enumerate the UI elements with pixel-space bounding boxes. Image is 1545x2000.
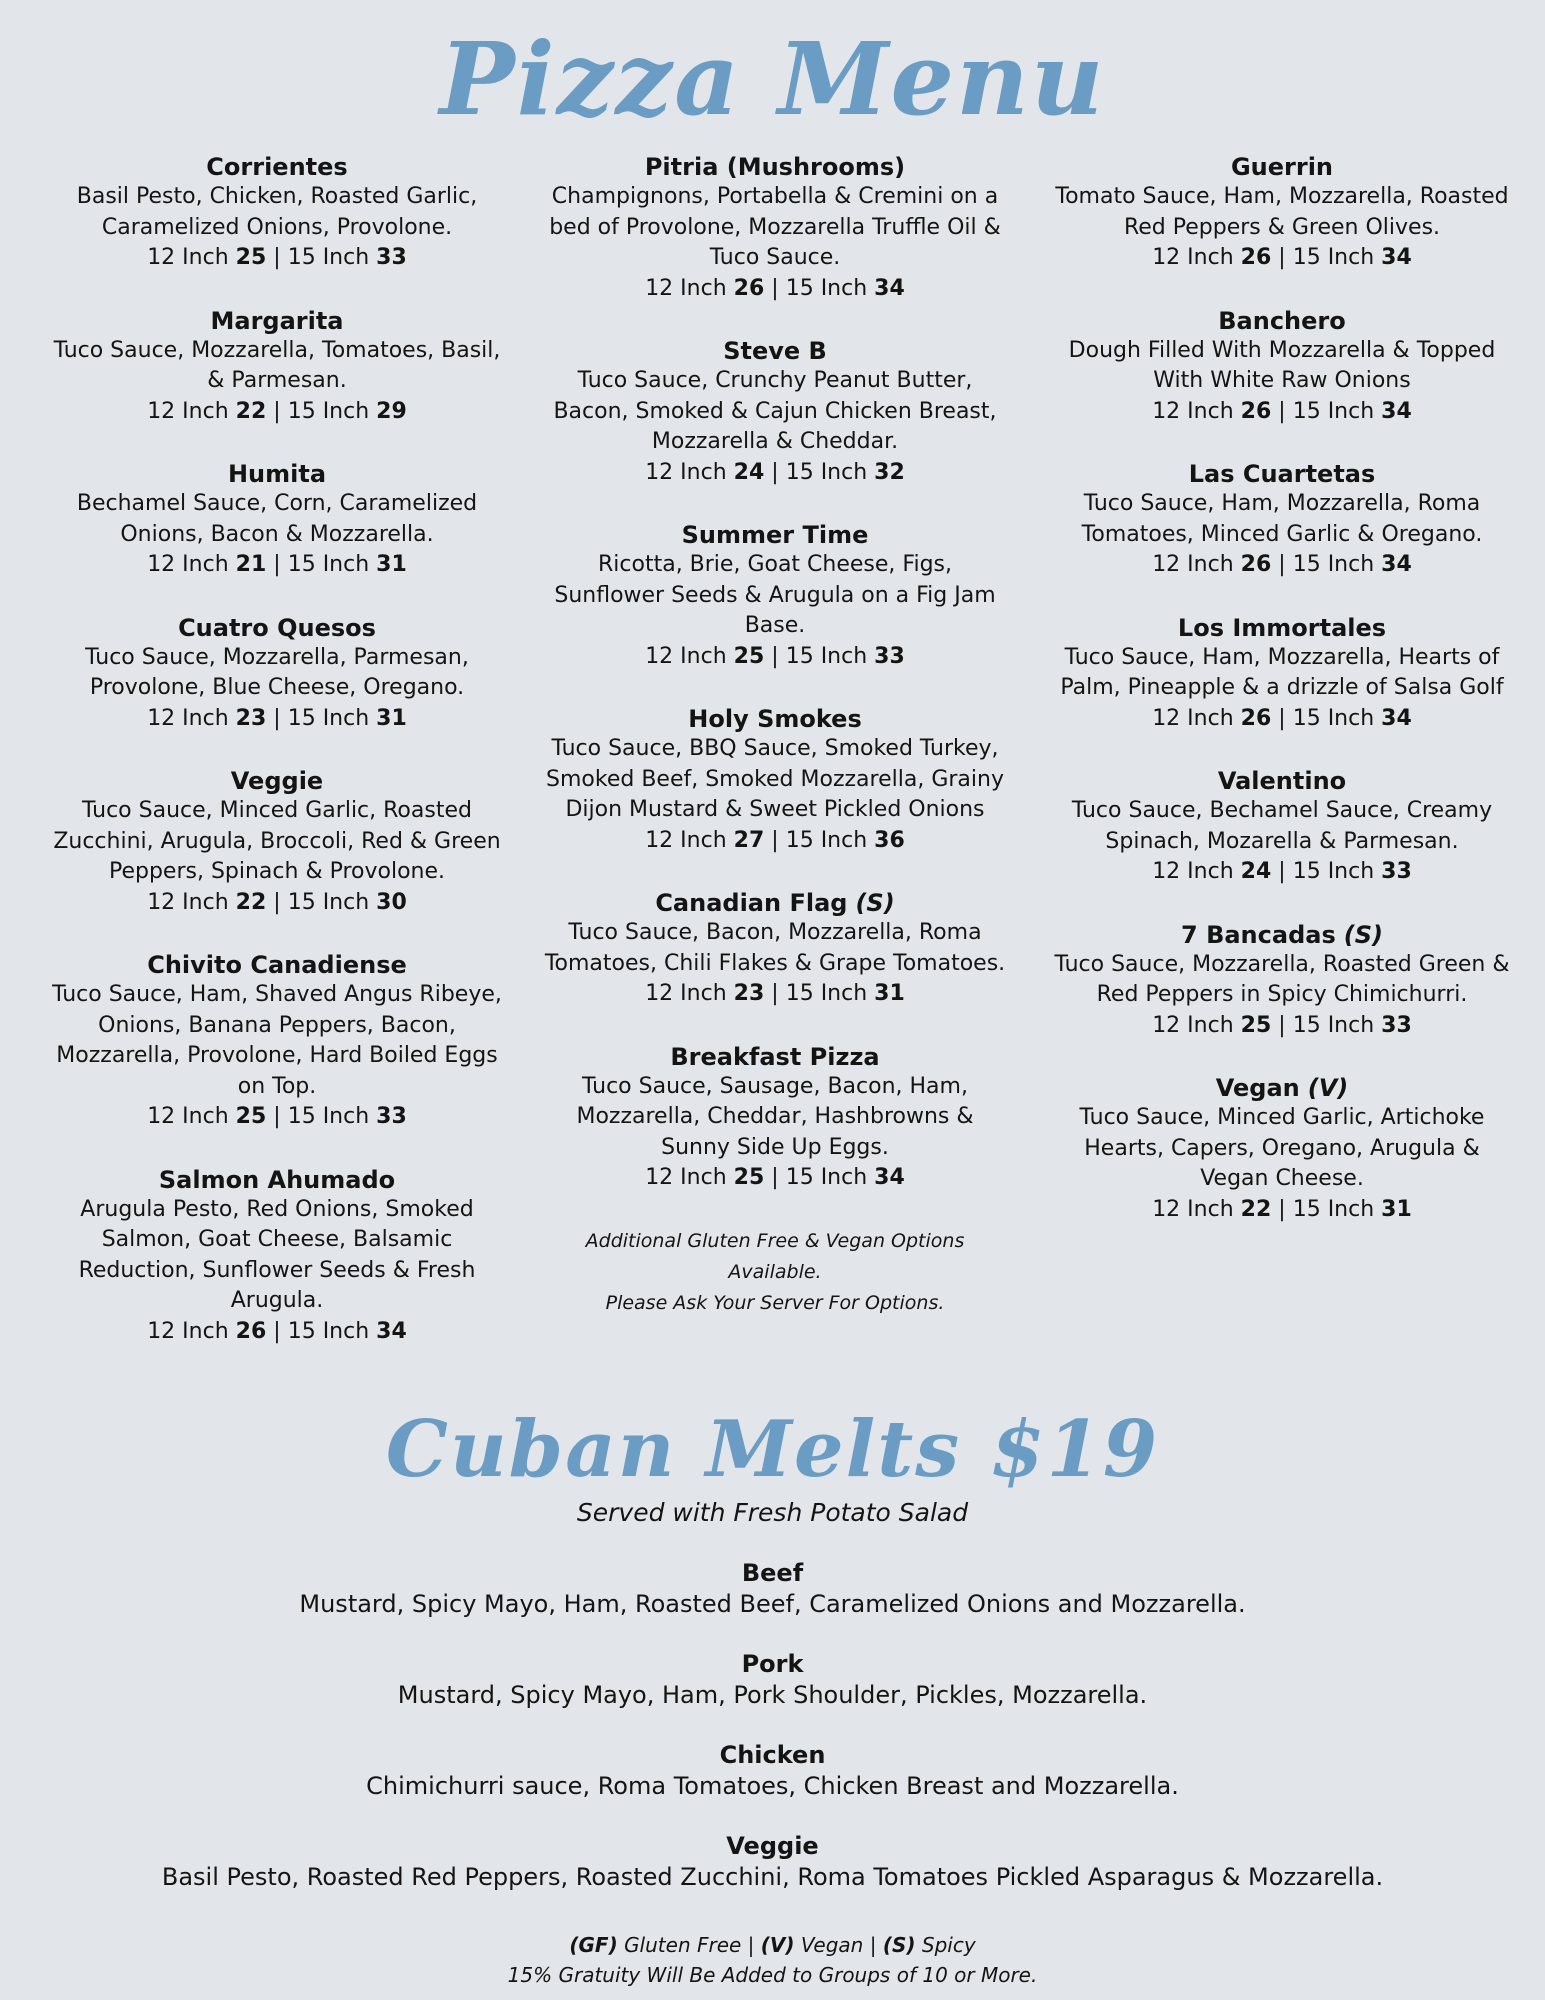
- menu-item: [540, 704, 1010, 856]
- price-12-inch: 25: [1240, 1012, 1272, 1038]
- price-12-inch: 24: [733, 459, 765, 485]
- size-15-label: 15 Inch: [785, 275, 868, 301]
- menu-item-name: Margarita: [210, 306, 344, 335]
- size-15-label: 15 Inch: [1292, 245, 1375, 270]
- menu-item-description: Champignons, Portabella & Cremini on a bed of Provolone, Mozzarella Truffle Oil & Tuco Sauce.: [549, 184, 1001, 270]
- size-15-label: 15 Inch: [785, 1165, 868, 1190]
- menu-item: [1047, 152, 1517, 274]
- size-15-label: 15 Inch: [287, 1104, 370, 1129]
- menu-item-name: Los Immortales: [1177, 613, 1387, 642]
- menu-item: [1047, 920, 1517, 1042]
- menu-item: [540, 336, 1010, 488]
- price-15-inch: 34: [376, 1318, 407, 1344]
- price-separator: |: [771, 643, 779, 669]
- menu-item-description: Tuco Sauce, BBQ Sauce, Smoked Turkey, Smoked Beef, Smoked Mozzarella, Grainy Dijon Mustard & Sweet Pickled Onions: [546, 736, 1004, 822]
- price-15-inch: 33: [1381, 1012, 1412, 1038]
- menu-item: [1047, 459, 1517, 581]
- price-15-inch: 33: [376, 1104, 407, 1129]
- menu-column-right: [1047, 152, 1517, 1257]
- price-15-inch: 29: [376, 398, 407, 424]
- price-15-inch: 32: [874, 459, 905, 485]
- price-separator: |: [771, 827, 779, 853]
- menu-item-name-row: [540, 1042, 1010, 1072]
- menu-item-price: [1047, 550, 1517, 581]
- menu-item: [42, 1165, 512, 1348]
- price-separator: |: [273, 552, 281, 577]
- size-12-label: 12 Inch: [147, 245, 229, 270]
- price-12-inch: 25: [235, 1104, 267, 1129]
- size-12-label: 12 Inch: [645, 643, 727, 669]
- menu-item-description: Bechamel Sauce, Corn, Caramelized Onions, Bacon & Mozzarella.: [76, 491, 478, 547]
- pizza-menu-title: Pizza Menu: [439, 20, 1106, 138]
- size-12-label: 12 Inch: [1152, 705, 1234, 731]
- size-12-label: 12 Inch: [645, 827, 727, 853]
- price-separator: |: [273, 398, 281, 424]
- menu-item-name-row: [42, 766, 512, 796]
- size-15-label: 15 Inch: [1292, 859, 1375, 884]
- menu-item-price: [42, 397, 512, 428]
- options-note-line2: Please Ask Your Server For Options.: [605, 1291, 945, 1314]
- size-15-label: 15 Inch: [1292, 398, 1375, 424]
- dietary-legend: [0, 1930, 1545, 1960]
- price-12-inch: 27: [733, 827, 765, 853]
- price-12-inch: 21: [235, 552, 267, 577]
- menu-item-name: Vegan: [1215, 1074, 1300, 1102]
- price-12-inch: 22: [1240, 1196, 1272, 1222]
- menu-item-name-row: [42, 306, 512, 336]
- cuban-melt-item: [0, 1740, 1545, 1802]
- size-15-label: 15 Inch: [1292, 1196, 1375, 1222]
- menu-item-price: [540, 826, 1010, 857]
- menu-item-description: Tuco Sauce, Mozzarella, Tomatoes, Basil, & Parmesan.: [53, 337, 501, 393]
- cuban-melts-subtitle: Served with Fresh Potato Salad: [576, 1498, 969, 1527]
- price-12-inch: 26: [1240, 398, 1272, 424]
- menu-item-name-row: [540, 336, 1010, 366]
- menu-item-price: [1047, 243, 1517, 274]
- size-12-label: 12 Inch: [1152, 1196, 1234, 1222]
- price-15-inch: 33: [874, 643, 905, 669]
- cuban-melt-description: Basil Pesto, Roasted Red Peppers, Roasted Zucchini, Roma Tomatoes Pickled Asparagus & Mozzarella.: [161, 1863, 1384, 1891]
- menu-item-name: Salmon Ahumado: [158, 1165, 396, 1194]
- size-15-label: 15 Inch: [287, 398, 370, 424]
- price-12-inch: 25: [733, 1165, 765, 1190]
- size-12-label: 12 Inch: [645, 981, 727, 1006]
- price-separator: |: [273, 705, 281, 731]
- size-15-label: 15 Inch: [785, 981, 868, 1006]
- menu-item-name-row: [540, 520, 1010, 550]
- size-12-label: 12 Inch: [645, 1165, 727, 1190]
- menu-item-name-row: [1047, 459, 1517, 489]
- price-15-inch: 33: [376, 245, 407, 270]
- cuban-melts-list: [0, 1558, 1545, 1922]
- size-12-label: 12 Inch: [147, 889, 229, 915]
- menu-item: [1047, 306, 1517, 428]
- price-15-inch: 31: [376, 552, 407, 577]
- cuban-melt-name: Beef: [741, 1559, 804, 1587]
- menu-item: [42, 459, 512, 581]
- menu-item: [42, 306, 512, 428]
- price-15-inch: 31: [376, 705, 407, 731]
- menu-item-name: Guerrin: [1230, 153, 1334, 181]
- menu-item-name: Las Cuartetas: [1188, 460, 1376, 488]
- size-12-label: 12 Inch: [1152, 398, 1234, 424]
- menu-item-name-row: [1047, 306, 1517, 336]
- price-separator: |: [1278, 398, 1286, 424]
- price-12-inch: 23: [235, 705, 267, 731]
- size-15-label: 15 Inch: [287, 245, 370, 270]
- menu-item-price: [42, 888, 512, 919]
- size-12-label: 12 Inch: [1152, 552, 1234, 577]
- price-12-inch: 23: [733, 981, 765, 1006]
- menu-item-description: Tuco Sauce, Minced Garlic, Artichoke Hearts, Capers, Oregano, Arugula & Vegan Cheese.: [1079, 1105, 1485, 1191]
- cuban-melt-name: Chicken: [719, 1741, 826, 1769]
- menu-item-price: [1047, 704, 1517, 735]
- menu-item-price: [42, 1102, 512, 1133]
- price-separator: |: [771, 981, 779, 1006]
- menu-item: [42, 950, 512, 1133]
- menu-item-name: Canadian Flag: [655, 889, 848, 917]
- middle-column-items: [540, 152, 1010, 1194]
- legend-label: Vegan: [800, 1933, 864, 1957]
- price-separator: |: [273, 1318, 281, 1344]
- size-12-label: 12 Inch: [1152, 1012, 1234, 1038]
- menu-item: [540, 520, 1010, 672]
- cuban-melts-title: Cuban Melts $19: [385, 1404, 1160, 1495]
- menu-item-name: Humita: [227, 460, 327, 488]
- menu-item-price: [42, 550, 512, 581]
- menu-item-description: Arugula Pesto, Red Onions, Smoked Salmon, Goat Cheese, Balsamic Reduction, Sunflower Seeds & Fresh Arugula.: [78, 1196, 476, 1313]
- menu-footer: [0, 1930, 1545, 1990]
- menu-item-description: Tuco Sauce, Ham, Mozzarella, Roma Tomatoes, Minced Garlic & Oregano.: [1081, 491, 1483, 547]
- menu-item-price: [540, 458, 1010, 489]
- menu-item-name: Steve B: [723, 337, 827, 365]
- menu-item-name-row: [1047, 1073, 1517, 1103]
- price-15-inch: 31: [874, 981, 905, 1006]
- cuban-melt-item: [0, 1831, 1545, 1893]
- menu-item-name: Valentino: [1217, 767, 1347, 795]
- menu-item: [1047, 613, 1517, 735]
- menu-item: [540, 152, 1010, 304]
- legend-code: (V): [760, 1933, 795, 1957]
- price-15-inch: 34: [1381, 552, 1412, 577]
- menu-item-name: Veggie: [230, 767, 324, 795]
- options-note-line1: Additional Gluten Free & Vegan Options Available.: [585, 1229, 965, 1283]
- price-12-inch: 24: [1240, 859, 1272, 884]
- price-separator: |: [273, 1104, 281, 1129]
- price-separator: |: [273, 245, 281, 270]
- menu-item-price: [540, 642, 1010, 673]
- price-12-inch: 26: [235, 1318, 267, 1344]
- menu-item-price: [1047, 1195, 1517, 1226]
- menu-item-description: Tuco Sauce, Mozzarella, Parmesan, Provolone, Blue Cheese, Oregano.: [85, 644, 469, 700]
- price-12-inch: 25: [733, 643, 765, 669]
- price-15-inch: 33: [1381, 859, 1412, 884]
- legend-label: Gluten Free: [624, 1933, 742, 1957]
- legend-code: (GF): [569, 1933, 618, 1957]
- menu-column-left: [42, 152, 512, 1379]
- size-12-label: 12 Inch: [645, 459, 727, 485]
- size-15-label: 15 Inch: [785, 827, 868, 853]
- menu-item-name-row: [42, 613, 512, 643]
- menu-item-name: Summer Time: [681, 521, 869, 549]
- menu-item-name-row: [540, 152, 1010, 182]
- menu-item: [42, 152, 512, 274]
- menu-item-description: Tuco Sauce, Mozzarella, Roasted Green & Red Peppers in Spicy Chimichurri.: [1054, 951, 1510, 1007]
- price-separator: |: [1278, 859, 1286, 884]
- size-12-label: 12 Inch: [1152, 245, 1234, 270]
- price-12-inch: 26: [1240, 245, 1272, 270]
- menu-item-description: Basil Pesto, Chicken, Roasted Garlic, Caramelized Onions, Provolone.: [76, 184, 478, 240]
- price-12-inch: 26: [1240, 552, 1272, 577]
- menu-item-name: Cuatro Quesos: [178, 613, 376, 642]
- menu-item-description: Tuco Sauce, Crunchy Peanut Butter, Bacon, Smoked & Cajun Chicken Breast, Mozzarella & Cheddar.: [553, 368, 997, 454]
- size-15-label: 15 Inch: [287, 1318, 370, 1344]
- price-15-inch: 34: [1381, 398, 1412, 424]
- menu-item-name-row: [1047, 766, 1517, 796]
- menu-item-name-row: [42, 1165, 512, 1195]
- price-separator: |: [771, 1165, 779, 1190]
- cuban-melt-name: Pork: [741, 1650, 804, 1678]
- size-15-label: 15 Inch: [1292, 1012, 1375, 1038]
- legend-separator: |: [869, 1933, 877, 1957]
- price-separator: |: [1278, 1196, 1286, 1222]
- price-separator: |: [273, 889, 281, 915]
- menu-item-price: [42, 243, 512, 274]
- cuban-melt-name: Veggie: [726, 1832, 819, 1860]
- menu-item: [42, 766, 512, 918]
- price-15-inch: 34: [1381, 245, 1412, 270]
- cuban-melt-description: Mustard, Spicy Mayo, Ham, Pork Shoulder, Pickles, Mozzarella.: [397, 1681, 1148, 1709]
- price-12-inch: 25: [235, 245, 267, 270]
- menu-item-tag: (S): [1343, 920, 1383, 949]
- menu-column-middle: [540, 152, 1010, 1319]
- menu-item-name: 7 Bancadas: [1181, 920, 1336, 949]
- legend-label: Spicy: [921, 1933, 976, 1957]
- price-separator: |: [1278, 705, 1286, 731]
- menu-item-description: Ricotta, Brie, Goat Cheese, Figs, Sunflower Seeds & Arugula on a Fig Jam Base.: [554, 552, 996, 638]
- menu-item-name-row: [42, 950, 512, 980]
- cuban-melt-description: Mustard, Spicy Mayo, Ham, Roasted Beef, Caramelized Onions and Mozzarella.: [299, 1590, 1246, 1618]
- price-separator: |: [771, 275, 779, 301]
- size-12-label: 12 Inch: [147, 1318, 229, 1344]
- cuban-melt-description: Chimichurri sauce, Roma Tomatoes, Chicken Breast and Mozzarella.: [366, 1772, 1179, 1800]
- size-12-label: 12 Inch: [1152, 859, 1234, 884]
- price-15-inch: 34: [1381, 705, 1412, 731]
- menu-item: [540, 1042, 1010, 1194]
- price-15-inch: 31: [1381, 1196, 1412, 1222]
- size-12-label: 12 Inch: [147, 705, 229, 731]
- menu-item-price: [42, 704, 512, 735]
- size-15-label: 15 Inch: [1292, 705, 1375, 731]
- price-separator: |: [1278, 1012, 1286, 1038]
- price-15-inch: 34: [874, 275, 905, 301]
- menu-item-name-row: [42, 459, 512, 489]
- price-12-inch: 26: [1240, 705, 1272, 731]
- menu-item-name: Breakfast Pizza: [670, 1042, 880, 1071]
- price-separator: |: [1278, 245, 1286, 270]
- price-separator: |: [771, 459, 779, 485]
- menu-item: [540, 888, 1010, 1010]
- menu-item: [1047, 766, 1517, 888]
- size-15-label: 15 Inch: [287, 552, 370, 577]
- menu-item: [42, 613, 512, 735]
- size-15-label: 15 Inch: [785, 643, 868, 669]
- size-15-label: 15 Inch: [287, 705, 370, 731]
- menu-item-name-row: [1047, 920, 1517, 950]
- menu-item-price: [540, 1163, 1010, 1194]
- menu-item-price: [540, 979, 1010, 1010]
- menu-item-description: Tuco Sauce, Minced Garlic, Roasted Zucchini, Arugula, Broccoli, Red & Green Peppers, Spinach & Provolone.: [53, 798, 501, 884]
- price-separator: |: [1278, 552, 1286, 577]
- menu-item-name: Banchero: [1218, 306, 1346, 335]
- menu-item-description: Tuco Sauce, Bechamel Sauce, Creamy Spinach, Mozarella & Parmesan.: [1071, 798, 1493, 854]
- price-12-inch: 26: [733, 275, 765, 301]
- size-15-label: 15 Inch: [785, 459, 868, 485]
- menu-item-name-row: [1047, 152, 1517, 182]
- legend-code: (S): [882, 1933, 916, 1957]
- menu-item-description: Tuco Sauce, Sausage, Bacon, Ham, Mozzarella, Cheddar, Hashbrowns & Sunny Side Up Eggs.: [576, 1073, 974, 1160]
- price-12-inch: 22: [235, 889, 267, 915]
- menu-item-description: Tuco Sauce, Ham, Shaved Angus Ribeye, Onions, Banana Peppers, Bacon, Mozzarella, Provolone, Hard Boiled Eggs on Top.: [52, 982, 502, 1099]
- gratuity-note: 15% Gratuity Will Be Added to Groups of 10 or More.: [507, 1963, 1038, 1987]
- legend-separator: |: [747, 1933, 755, 1957]
- menu-item: [1047, 1073, 1517, 1225]
- price-12-inch: 22: [235, 398, 267, 424]
- menu-item-tag: (S): [855, 889, 895, 917]
- menu-item-price: [1047, 397, 1517, 428]
- options-note: [540, 1226, 1010, 1319]
- size-15-label: 15 Inch: [287, 889, 370, 915]
- menu-item-description: Tuco Sauce, Bacon, Mozzarella, Roma Tomatoes, Chili Flakes & Grape Tomatoes.: [544, 920, 1006, 976]
- size-12-label: 12 Inch: [147, 1104, 229, 1129]
- menu-item-description: Tuco Sauce, Ham, Mozzarella, Hearts of Palm, Pineapple & a drizzle of Salsa Golf: [1060, 644, 1504, 700]
- menu-item-name: Pitria (Mushrooms): [644, 153, 906, 181]
- cuban-melt-item: [0, 1558, 1545, 1620]
- menu-item-price: [1047, 1011, 1517, 1042]
- menu-item-description: Tomato Sauce, Ham, Mozzarella, Roasted Red Peppers & Green Olives.: [1055, 184, 1509, 240]
- menu-item-name: Corrientes: [206, 153, 348, 181]
- menu-item-price: [1047, 857, 1517, 888]
- size-12-label: 12 Inch: [147, 398, 229, 424]
- size-12-label: 12 Inch: [147, 552, 229, 577]
- menu-item-price: [42, 1317, 512, 1348]
- price-15-inch: 36: [874, 827, 905, 853]
- size-12-label: 12 Inch: [645, 275, 727, 301]
- menu-item-name-row: [1047, 613, 1517, 643]
- menu-item-price: [540, 274, 1010, 305]
- menu-item-tag: (V): [1307, 1074, 1349, 1102]
- size-15-label: 15 Inch: [1292, 552, 1375, 577]
- cuban-melt-item: [0, 1649, 1545, 1711]
- price-15-inch: 34: [874, 1165, 905, 1190]
- menu-item-name-row: [42, 152, 512, 182]
- menu-item-description: Dough Filled With Mozzarella & Topped With White Raw Onions: [1068, 337, 1496, 393]
- menu-item-name-row: [540, 888, 1010, 918]
- menu-item-name: Holy Smokes: [688, 705, 862, 733]
- menu-item-name-row: [540, 704, 1010, 734]
- price-15-inch: 30: [376, 889, 407, 915]
- menu-item-name: Chivito Canadiense: [147, 951, 407, 979]
